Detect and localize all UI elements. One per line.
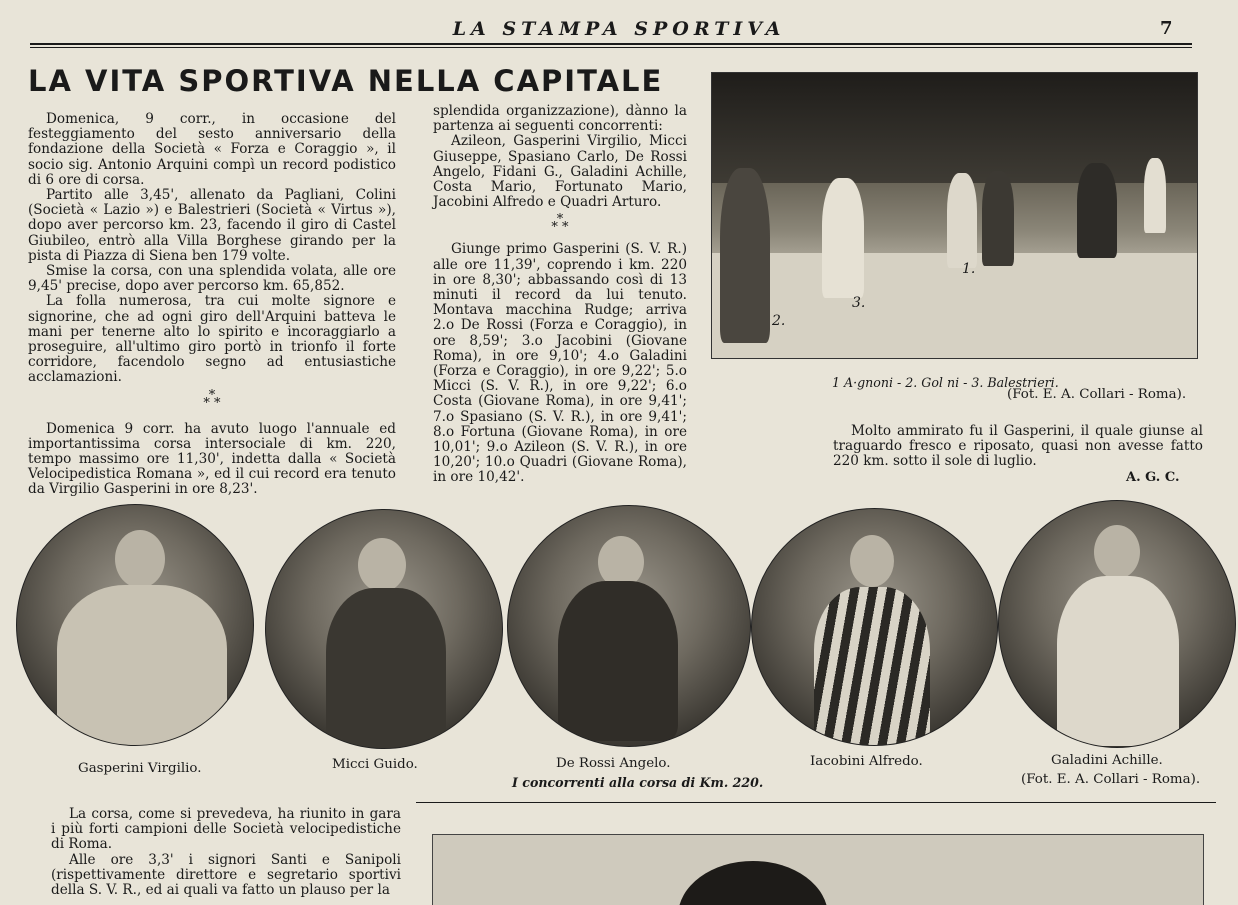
newspaper-title: LA STAMPA SPORTIVA: [452, 18, 786, 40]
spectator-figure: [1144, 158, 1166, 233]
col1-paragraph: Domenica, 9 corr., in occasione del festeggiamento del sesto anniversario della fondazione della Società « Forza e Coraggio », il socio sig. Antonio Arquini compì un record podistico di 6 ore di corsa.: [28, 111, 396, 188]
article-headline: LA VITA SPORTIVA NELLA CAPITALE: [28, 64, 664, 98]
article-column-1: [28, 112, 396, 498]
col1-paragraph: Domenica 9 corr. ha avuto luogo l'annuale ed importantissima corsa intersociale di km. 220, tempo massimo ore 11,30', indetta dalla « Società Velocipedistica Romana », ed il cui record era tenuto da Virgilio Gasperini in ore 8,23'.: [28, 420, 396, 498]
photo-credit: (Fot. E. A. Collari - Roma).: [1007, 387, 1187, 402]
col3-paragraph: Molto ammirato fu il Gasperini, il quale giunse al traguardo fresco e riposato, quasi non avesse fatto 220 km. sotto il sole di luglio.: [833, 423, 1203, 470]
cyclist-figure: [1077, 163, 1117, 258]
col2-paragraph: Azileon, Gasperini Virgilio, Micci Giuseppe, Spasiano Carlo, De Rossi Angelo, Fidani G., Galadini Achille, Costa Mario, Fortunato Mario, Jacobini Alfredo e Quadri Arturo.: [433, 133, 687, 211]
portrait-caption: Gasperini Virgilio.: [78, 761, 202, 776]
photo-subject: [678, 861, 828, 905]
portraits-credit: (Fot. E. A. Collari - Roma).: [1021, 772, 1201, 787]
photo-trees: [712, 73, 1197, 183]
header-rule-bottom: [30, 47, 1192, 48]
portrait-caption: Iacobini Alfredo.: [810, 754, 923, 769]
page-number: 7: [1160, 18, 1173, 39]
portraits-subcaption: I concorrenti alla corsa di Km. 220.: [512, 775, 764, 790]
runner-figure: [982, 171, 1014, 266]
col1-paragraph: La folla numerosa, tra cui molte signore e signorine, che ad ogni giro dell'Arquini batteva le mani per tenerne alto lo spirito e incoraggiarlo a proseguire, all'ultimo giro portò in trionfo il forte corridore, facendolo segno ad entusiastiche acclamazioni.: [28, 293, 396, 386]
portrait-photo: [998, 500, 1236, 748]
section-separator: * * *: [551, 212, 569, 236]
bottom-photo: [432, 834, 1204, 905]
col2-paragraph: Giunge primo Gasperini (S. V. R.) alle ore 11,39', coprendo i km. 220 in ore 8,30'; abbassando così di 13 minuti il record da lui tenuto. Montava macchina Rudge; arriva 2.o De Rossi (Forza e Coraggio), in ore 8,59'; 3.o Jacobini (Giovane Roma), in ore 9,10'; 4.o Galadini (Forza e Coraggio), in ore 9,22'; 5.o Micci (S. V. R.), in ore 9,22'; 6.o Costa (Giovane Roma), in ore 9,41'; 7.o Spasiano (S. V. R.), in ore 9,41'; 8.o Fortuna (Giovane Roma), in ore 10,01'; 9.o Azileon (S. V. R.), in ore 10,20'; 10.o Quadri (Giovane Roma), in ore 10,42'.: [433, 241, 687, 486]
col2-paragraph: splendida organizzazione), dànno la partenza ai seguenti concorrenti:: [433, 103, 687, 135]
bottom-paragraph: La corsa, come si prevedeva, ha riunito in gara i più forti campioni delle Società velocipedistiche di Roma.: [51, 806, 401, 853]
section-separator: * * *: [203, 387, 221, 411]
bottom-paragraph: Alle ore 3,3' i signori Santi e Sanipoli (rispettivamente direttore e segretario sportivi della S. V. R., ed ai quali va fatto un plauso per la: [51, 851, 401, 899]
header-rule-top: [30, 43, 1192, 45]
photo-mark: 2.: [772, 313, 786, 329]
runner-figure: [720, 168, 770, 343]
portrait-caption: Micci Guido.: [332, 757, 418, 772]
article-column-bottom: [51, 807, 401, 898]
portrait-photo: [751, 508, 998, 746]
race-photo: [711, 72, 1198, 359]
photo-caption: 1 A·gnoni - 2. Gol ni - 3. Balestrieri.: [832, 375, 1059, 390]
portrait-caption: De Rossi Angelo.: [556, 756, 671, 771]
portrait-caption: Galadini Achille.: [1051, 753, 1163, 768]
article-signature: A. G. C.: [1126, 470, 1180, 485]
article-column-2: [433, 104, 687, 486]
article-column-3: [833, 424, 1203, 470]
photo-mark: 1.: [962, 261, 976, 277]
runner-figure: [947, 173, 977, 268]
portrait-photo: [16, 504, 254, 746]
runner-figure: [822, 178, 864, 298]
portrait-photo: [507, 505, 751, 747]
portrait-photo: [265, 509, 503, 749]
photo-road: [712, 253, 1197, 358]
col1-paragraph: Partito alle 3,45', allenato da Pagliani, Colini (Società « Lazio ») e Balestrieri (Società « Virtus »), dopo aver percorso km. 23, facendo il giro di Castel Giubileo, entrò alla Villa Borghese girando per la pista di Piazza di Siena ben 179 volte.: [28, 187, 396, 264]
section-divider: [416, 802, 1216, 803]
col1-paragraph: Smise la corsa, con una splendida volata, alle ore 9,45' precise, dopo aver percorso km. 65,852.: [28, 263, 396, 295]
photo-mark: 3.: [852, 295, 866, 311]
